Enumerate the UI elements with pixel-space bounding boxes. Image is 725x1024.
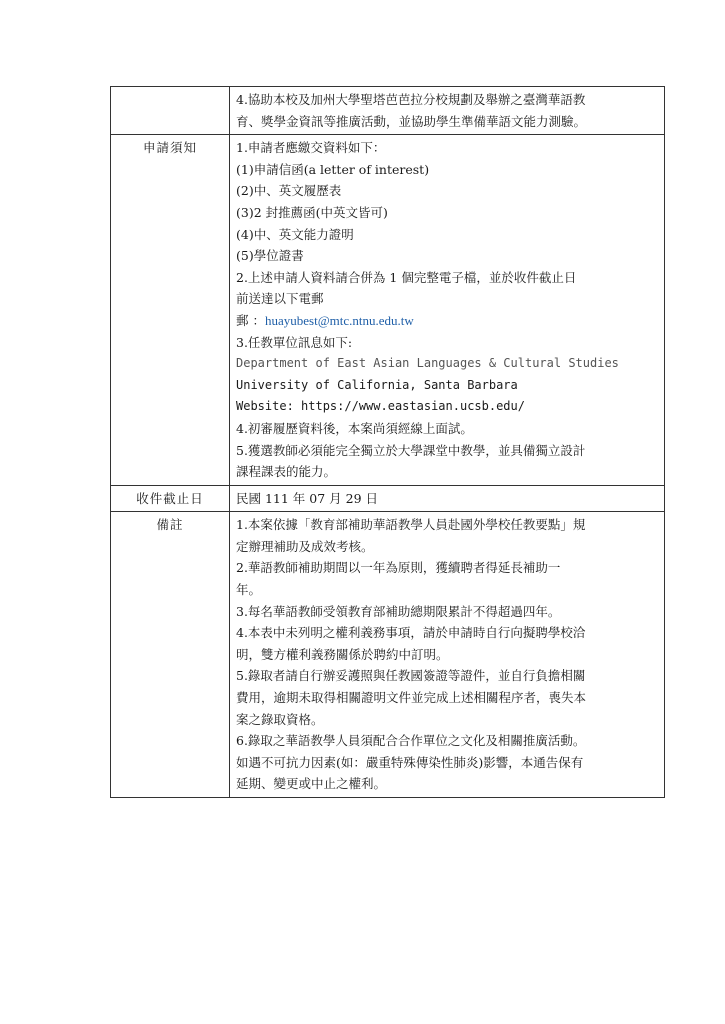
remarks-line: 明，雙方權利義務關係於聘約中訂明。 [236, 646, 449, 662]
table-row-remarks [111, 512, 665, 798]
application-line: 前送達以下電郵 [236, 291, 324, 307]
department-name: Department of East Asian Languages & Cultural Studies [236, 356, 619, 371]
deadline-value: 民國 111 年 07 月 29 日 [236, 490, 379, 506]
info-table [110, 86, 665, 798]
deadline-content [230, 485, 665, 512]
remarks-line: 3.每名華語教師受領教育部補助總期限累計不得超過四年。 [236, 603, 561, 619]
application-line: (5)學位證書 [236, 248, 304, 264]
website-line[interactable]: Website: https://www.eastasian.ucsb.edu/ [236, 399, 525, 414]
deadline-label: 收件截止日 [111, 485, 230, 512]
email-prefix: 郵 ： [236, 312, 265, 328]
intro-line: 4.協助本校及加州大學聖塔芭芭拉分校規劃及舉辦之臺灣華語教 [236, 92, 586, 107]
application-line: 2.上述申請人資料請合併為 1 個完整電子檔，並於收件截止日 [236, 269, 577, 285]
remarks-content [230, 512, 665, 798]
application-line: (3)2 封推薦函(中英文皆可) [236, 204, 388, 220]
university-name: University of California, Santa Barbara [236, 377, 518, 392]
label-cell-empty [111, 87, 230, 135]
remarks-line: 如遇不可抗力因素(如：嚴重特殊傳染性肺炎)影響，本通告保有 [236, 754, 584, 770]
intro-line: 育、獎學金資訊等推廣活動，並協助學生準備華語文能力測驗。 [236, 113, 587, 129]
application-label: 申請須知 [111, 135, 230, 486]
unit-title: 3.任教單位訊息如下: [236, 334, 353, 350]
remarks-line: 1.本案依據「教育部補助華語教學人員赴國外學校任教要點」規 [236, 517, 586, 533]
remarks-line: 5.錄取者請自行辦妥護照與任教國簽證等證件，並自行負擔相關 [236, 668, 586, 684]
application-content [230, 135, 665, 486]
remarks-line: 定辦理補助及成效考核。 [236, 538, 374, 554]
application-line: 4.初審履歷資料後，本案尚須經線上面試。 [236, 420, 473, 436]
remarks-line: 延期、變更或中止之權利。 [236, 776, 387, 792]
table-row-application [111, 135, 665, 486]
remarks-line: 費用，逾期未取得相關證明文件並完成上述相關程序者，喪失本 [236, 690, 587, 706]
remarks-line: 年。 [236, 582, 262, 598]
application-line: 5.獲選教師必須能完全獨立於大學課堂中教學，並具備獨立設計 [236, 442, 586, 458]
email-link[interactable]: huayubest@mtc.ntnu.edu.tw [264, 312, 414, 328]
table-row-intro [111, 87, 665, 135]
application-line: 課程課表的能力。 [236, 464, 337, 480]
table-row-deadline [111, 485, 665, 512]
intro-content [230, 87, 665, 135]
remarks-line: 2.華語教師補助期間以一年為原則，獲續聘者得延長補助一 [236, 560, 561, 576]
remarks-line: 6.錄取之華語教學人員須配合合作單位之文化及相關推廣活動。 [236, 733, 586, 749]
application-line: (1)申請信函(a letter of interest) [236, 161, 430, 177]
application-line: (4)中、英文能力證明 [236, 226, 354, 242]
email-line [236, 310, 660, 332]
remarks-line: 4.本表中未列明之權利義務事項，請於申請時自行向擬聘學校洽 [236, 625, 586, 641]
remarks-line: 案之錄取資格。 [236, 711, 324, 727]
application-line: 1.申請者應繳交資料如下： [236, 140, 386, 156]
remarks-label: 備註 [111, 512, 230, 798]
application-line: (2)中、英文履歷表 [236, 183, 342, 199]
